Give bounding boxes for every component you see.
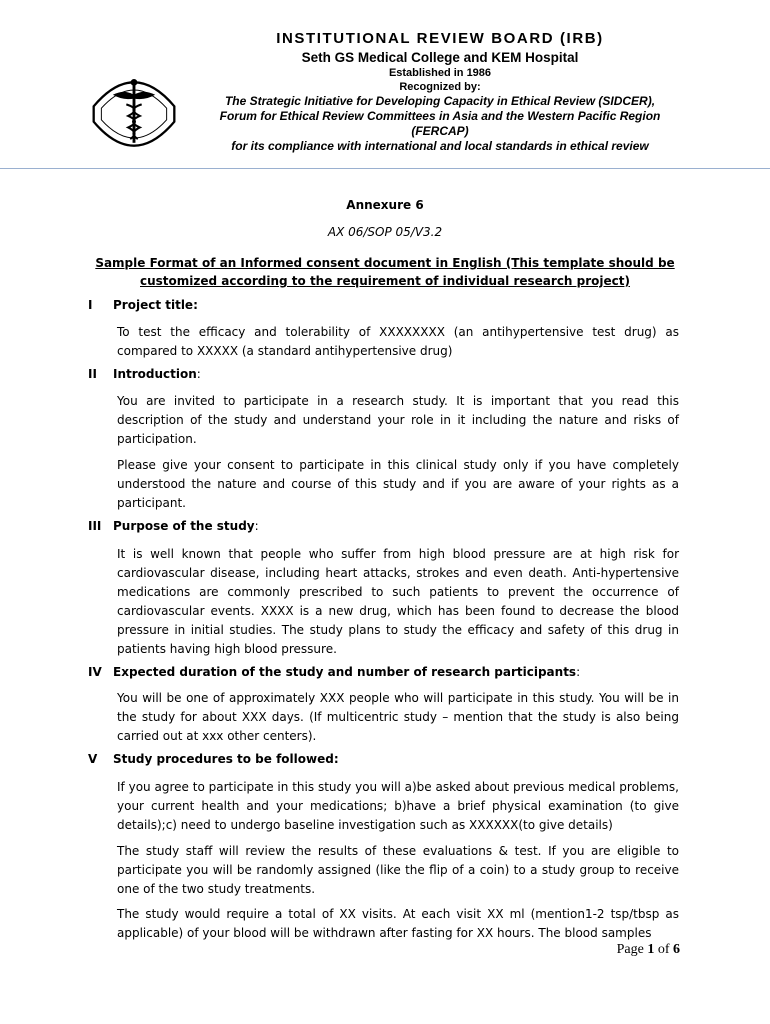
header-divider <box>0 168 770 169</box>
section-paragraph: The study staff will review the results of these evaluations & test. If you are eligible to participate you will be randomly assigned (like the flip of a coin) to a study group to receive one of the two study treatments. <box>117 844 679 896</box>
section-number: II <box>88 367 97 381</box>
section-paragraph: Please give your consent to participate in this clinical study only if you have completely understood the nature and course of this study and if you are aware of your rights as a participant. <box>117 458 679 510</box>
section-title: Purpose of the study: <box>113 519 259 533</box>
section-number: V <box>88 752 98 766</box>
section-title: Expected duration of the study and number of research participants: <box>113 665 581 679</box>
section-title: Study procedures to be followed: <box>113 752 339 766</box>
section-paragraph: You are invited to participate in a research study. It is important that you read this description of the study and understand your role in it including the nature and risks of participation. <box>117 394 679 446</box>
page-number: Page 1 of 6 <box>616 942 680 957</box>
section-paragraph: To test the efficacy and tolerability of XXXXXXXX (an antihypertensive test drug) as compared to XXXXX (a standard antihypertensive drug) <box>117 325 679 358</box>
section-number: I <box>88 298 93 312</box>
section-number: III <box>88 519 102 533</box>
fercap-text: (FERCAP) <box>411 124 469 138</box>
recognized-label: Recognized by: <box>399 81 481 93</box>
section-paragraph: The study would require a total of XX visits. At each visit XX ml (mention1-2 tsp/tbsp as applicable) of your blood will be withdrawn after fasting for XX hours. The blood samples <box>117 907 679 940</box>
section-paragraph: You will be one of approximately XXX people who will participate in this study. You will be in the study for about XXX days. (If multicentric study – mention that the study is also being carried out at xxx other centers). <box>117 691 679 743</box>
seal-bottom-text <box>134 149 136 150</box>
document-reference: AX 06/SOP 05/V3.2 <box>327 225 443 239</box>
sample-format-title: Sample Format of an Informed consent document in English (This template should be customized according to the requirement of individual research project) <box>95 256 675 288</box>
section-title: Introduction: <box>113 367 201 381</box>
kem-hospital-seal-icon <box>86 66 182 162</box>
document-header <box>0 0 770 168</box>
established-text: Established in 1986 <box>388 67 492 79</box>
irb-title: INSTITUTIONAL REVIEW BOARD (IRB) <box>276 30 604 47</box>
annexure-label: Annexure 6 <box>346 198 424 212</box>
section-paragraph: It is well known that people who suffer from high blood pressure are at high risk for cardiovascular disease, including heart attacks, strokes and even death. Anti-hypertensive medications are commonly prescribed to such patients to prevent the occurrence of cardiovascular events. XXXX is a new drug, which has been found to decrease the blood pressure in initial studies. The study plans to study the efficacy and safety of this drug in patients having high blood pressure. <box>117 547 679 656</box>
sidcer-text: The Strategic Initiative for Developing Capacity in Ethical Review (SIDCER), <box>224 94 656 108</box>
college-name: Seth GS Medical College and KEM Hospital <box>301 50 579 65</box>
compliance-text: for its compliance with international and local standards in ethical review <box>231 139 649 153</box>
section-title: Project title: <box>113 298 198 312</box>
section-number: IV <box>88 665 102 679</box>
section-paragraph: If you agree to participate in this study you will a)be asked about previous medical problems, your current health and your medications; b)have a brief physical examination (to give details);c) need to undergo baseline investigation such as XXXXXX(to give details) <box>117 780 679 832</box>
forum-text: Forum for Ethical Review Committees in Asia and the Western Pacific Region <box>219 109 661 123</box>
